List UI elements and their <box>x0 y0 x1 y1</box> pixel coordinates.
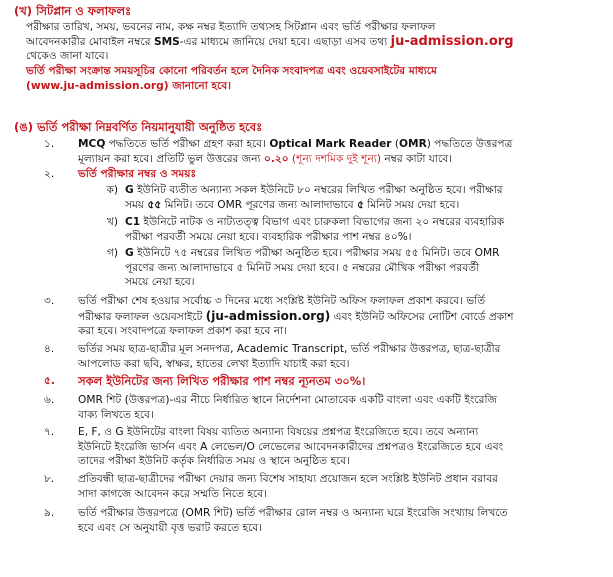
kha-line-1: পরীক্ষার তারিখ, সময়, ভবনের নাম, কক্ষ নম্বর ইত্যাদি তথ্যসহ সিটপ্লান এবং ভর্তি পরীক্ষার ফলাফল <box>26 21 436 33</box>
rule-item-7: E, F, ও G ইউনিটের বাংলা বিষয় ব্যতিত অন্যান্য বিষয়ের প্রশ্নপত্র ইংরেজিতে হবে। তবে অন্যান্য ইউনিটে ইংরেজি ভার্সন এবং A লেভেল/O লেভেলের আবেদনকারীদের প্রশ্নপত্রও ইংরেজিতে হবে এবং তাদের পরীক্ষা ইউনিট কর্তৃক নির্ধারিত সময় ও স্থানে অনুষ্ঠিত হবে। <box>78 426 504 468</box>
rule-item-9: ভর্তি পরীক্ষার উত্তরপত্রে (OMR শিট) ভর্তি পরীক্ষার রোল নম্বর ও অন্যান্য ঘরে ইংরেজি সংখ্যায় লিখতে হবে এবং সে অনুযায়ী বৃত্ত ভরাট করতে হবে। <box>78 507 508 534</box>
kha-notice-line-1: ভর্তি পরীক্ষা সংক্রান্ত সময়সূচির কোনো পরিবর্তন হলে দৈনিক সংবাদপত্র এবং ওয়েবসাইটের মাধ্যমে <box>26 65 437 77</box>
rule-item-2: ভর্তি পরীক্ষার নম্বর ও সময়ঃ <box>78 168 197 180</box>
kha-line-2: আবেদনকারীর মোবাইল নম্বরে SMS-এর মাধ্যমে জানিয়ে দেয়া হবে। এছাড়া এসব তথ্য ju-admission.org <box>26 33 514 49</box>
kha-notice-line-2: (www.ju-admission.org) জানানো হবে। <box>26 79 232 92</box>
rule-item-6: OMR শিট (উত্তরপত্র)-এর নীচে নির্ধারিত স্থানে নির্দেশনা মোতাবেক একটি বাংলা এবং একটি ইংরেজি বাক্য লিখতে হবে। <box>78 394 497 421</box>
admission-url-link[interactable]: (www.ju-admission.org) <box>26 79 169 92</box>
subitem-label: গ) <box>106 247 118 259</box>
item-number: ১. <box>44 138 55 150</box>
section-kha-paragraph-2 <box>26 64 608 93</box>
section-kha-paragraph-1 <box>26 20 608 64</box>
item-number: ২. <box>44 168 55 180</box>
section-exam-rules-heading: (ঙ) ভর্তি পরীক্ষা নিম্নবর্ণিত নিয়মানুযায়ী অনুষ্ঠিত হবেঃ <box>14 120 263 134</box>
admission-link[interactable]: ju-admission.org <box>390 33 514 49</box>
item-number: ৯. <box>44 507 55 519</box>
rule-item-4: ভর্তির সময় ছাত্র-ছাত্রীর মূল সনদপত্র, Academic Transcript, ভর্তি পরীক্ষার উত্তরপত্র, ছাত্র-ছাত্রীর আপলোড করা ছবি, স্বাক্ষর, হাতের লেখা ইত্যাদি যাচাই করা হবে। <box>78 343 501 370</box>
item-number: ৬. <box>44 394 55 406</box>
rule-item-5: সকল ইউনিটের জন্য লিখিত পরীক্ষার পাশ নম্বর ন্যূনতম ৩০%। <box>78 374 366 388</box>
rule-item-8: প্রতিবন্ধী ছাত্র-ছাত্রীদের পরীক্ষা দেয়ার জন্য বিশেষ সাহায্য প্রয়োজন হলে সংশ্লিষ্ট ইউনিট প্রধান বরাবর সাদা কাগজে আবেদন করে সম্মতি নিতে হবে। <box>78 473 498 500</box>
kha-line-3: থেকেও জানা যাবে। <box>26 50 109 63</box>
subitem-label: খ) <box>106 216 118 228</box>
rule-item-3: ভর্তি পরীক্ষা শেষ হওয়ার সর্বোচ্চ ৩ দিনের মধ্যে সংশ্লিষ্ট ইউনিট অফিস ফলাফল প্রকাশ করবে। ভর্তি পরীক্ষার ফলাফল ওয়েবসাইটে (ju-admission.org) এবং ইউনিট অফিসের নোটিশ বোর্ডে প্রকাশ করা হবে। সংবাদপত্রে ফলাফল প্রকাশ করা হবে না। <box>78 295 514 338</box>
item-number: ৫. <box>44 375 55 387</box>
subitem-kha: C1 ইউনিটে নাটক ও নাট্যতত্ত্ব বিভাগ এবং চারুকলা বিভাগের জন্য ২০ নম্বরের ব্যবহারিক পরীক্ষা পরবর্তী সময়ে নেয়া হবে। ব্যবহারিক পরীক্ষার পাশ নম্বর ৪০%। <box>125 216 505 243</box>
item-number: ৪. <box>44 343 55 355</box>
result-website-link[interactable]: (ju-admission.org) <box>205 308 331 323</box>
subitem-label: ক) <box>106 184 118 196</box>
item-number: ৭. <box>44 426 55 438</box>
section-kha-heading: (খ) সিটপ্লান ও ফলাফলঃ <box>14 4 132 18</box>
subitem-ga: G ইউনিটে ৭৫ নম্বরের লিখিত পরীক্ষা অনুষ্ঠিত হবে। পরীক্ষার সময় ৫৫ মিনিট। তবে OMR পূরণের জন্য আলাদাভাবে ৫ মিনিট সময় দেয়া হবে। ৫ নম্বরের মৌখিক পরীক্ষা পরবর্তী সময়ে নেয়া হবে। <box>125 247 500 289</box>
sms-text: SMS <box>153 35 180 48</box>
item-number: ৩. <box>44 295 55 307</box>
rule-item-1: MCQ পদ্ধতিতে ভর্তি পরীক্ষা গ্রহণ করা হবে। Optical Mark Reader (OMR) পদ্ধতিতে উত্তরপত্র মূল্যায়ন করা হবে। প্রতিটি ভুল উত্তরের জন্য ০.২০ (শূন্য দশমিক দুই শূন্য) নম্বর কাটা যাবে। <box>78 138 513 165</box>
item-number: ৮. <box>44 473 55 485</box>
subitem-ka: G ইউনিট ব্যতীত অন্যান্য সকল ইউনিটে ৮০ নম্বরের লিখিত পরীক্ষা অনুষ্ঠিত হবে। পরীক্ষার সময় ৫৫ মিনিট। তবে OMR পূরণের জন্য আলাদাভাবে ৫ মিনিট সময় দেয়া হবে। <box>125 184 503 211</box>
